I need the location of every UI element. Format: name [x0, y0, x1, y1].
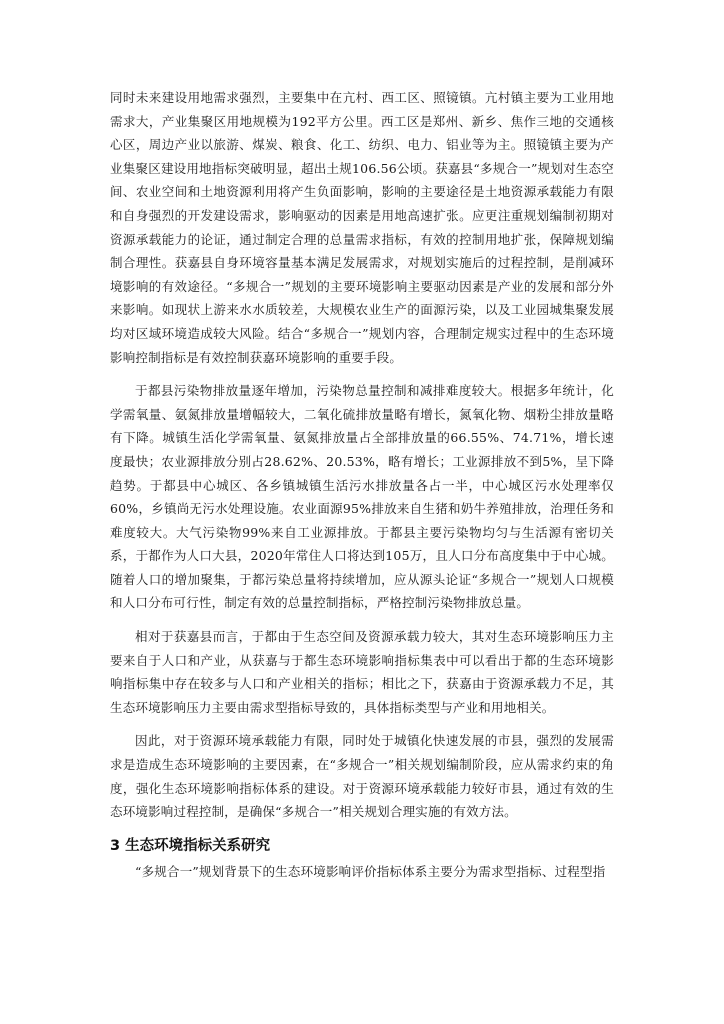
document-body — [110, 86, 614, 883]
paragraph-gap — [110, 719, 614, 729]
paragraph-yudu-pollution: 于都县污染物排放量逐年增加，污染物总量控制和减排难度较大。根据多年统计，化学需氧量、氨氮排放量增幅较大，二氧化硫排放量略有增长，氮氧化物、烟粉尘排放量略有下降。城镇生活化学需氧量、氨氮排放量占全部排放量的66.55%、74.71%，增长速度最快；农业源排放分别占28.62%、20.53%，略有增长；工业源排放不到5%，呈下降趋势。于都县中心城区、各乡镇城镇生活污水排放量各占一半，中心城区污水处理率仅60%，乡镇尚无污水处理设施。农业面源95%排放来自生猪和奶牛养殖排放，治理任务和难度较大。大气污染物99%来自工业源排放。于都县主要污染物均匀与生活源有密切关系，于都作为人口大县，2020年常住人口将达到105万，且人口分布高度集中于中心城。随着人口的增加聚集，于都污染总量将持续增加，应从源头论证“多规合一”规划人口规模和人口分布可行性，制定有效的总量控制指标，严格控制污染物排放总量。 — [110, 383, 614, 611]
paragraph-conclusion: 因此，对于资源环境承载能力有限，同时处于城镇化快速发展的市县，强烈的发展需求是造成生态环境影响的主要因素，在“多规合一”相关规划编制阶段，应从需求约束的角度，强化生态环境影响指标体系的建设。对于资源环境承载能力较好市县，通过有效的生态环境影响过程控制，是确保“多规合一”相关规划合理实施的有效方法。 — [110, 733, 614, 820]
paragraph-comparison: 相对于获嘉县而言，于都由于生态空间及资源承载力较大，其对生态环境影响压力主要来自于人口和产业，从获嘉与于都生态环境影响指标集表中可以看出于都的生态环境影响指标集中存在较多与人口和产业相关的指标；相比之下，获嘉由于资源承载力不足，其生态环境影响压力主要由需求型指标导致的，具体指标类型与产业和用地相关。 — [110, 629, 614, 715]
section-heading: 3 生态环境指标关系研究 — [110, 837, 271, 854]
paragraph-gap — [110, 615, 614, 625]
paragraph-gap — [110, 369, 614, 379]
paragraph-huojia-land-demand: 同时未来建设用地需求强烈，主要集中在亢村、西工区、照镜镇。亢村镇主要为工业用地需求大，产业集聚区用地规模为192平方公里。西工区是郑州、新乡、焦作三地的交通核心区，周边产业以旅游、煤炭、粮食、化工、纺织、电力、铝业等为主。照镜镇主要为产业集聚区建设用地指标突破明显，超出土规106.56公顷。获嘉县“多规合一”规划对生态空间、农业空间和土地资源利用将产生负面影响，影响的主要途径是土地资源承载能力有限和自身强烈的开发建设需求，影响驱动的因素是用地高速扩张。应更注重规划编制初期对资源承载能力的论证，通过制定合理的总量需求指标，有效的控制用地扩张，保障规划编制合理性。获嘉县自身环境容量基本满足发展需求，对规划实施后的过程控制，是削减环境影响的有效途径。“多规合一”规划的主要环境影响主要驱动因素是产业的发展和部分外来影响。如现状上游来水水质较差，大规模农业生产的面源污染，以及工业园城集聚发展均对区域环境造成较大风险。结合“多规合一”规划内容，合理制定规实过程中的生态环境影响控制指标是有效控制获嘉环境影响的重要手段。 — [110, 90, 614, 365]
paragraph-section-intro: “多规合一”规划背景下的生态环境影响评价指标体系主要分为需求型指标、过程型指 — [135, 863, 606, 879]
